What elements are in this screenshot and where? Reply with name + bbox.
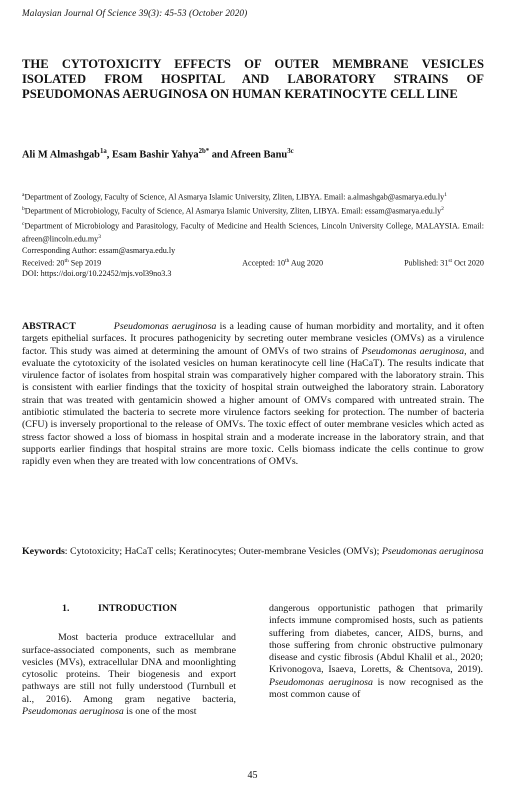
organism-name: Pseudomonas aeruginosa xyxy=(381,546,484,557)
keywords-label: Keywords xyxy=(22,546,65,557)
affiliation-mark: 3 xyxy=(98,233,101,240)
accepted-date-text: Accepted: 10 xyxy=(242,258,286,268)
accepted-date xyxy=(242,256,323,269)
ordinal-suffix: th xyxy=(64,258,69,265)
published-date xyxy=(404,256,484,269)
accepted-date-text: Aug 2020 xyxy=(289,258,324,268)
article-dates xyxy=(22,256,484,269)
affiliations-block xyxy=(22,190,484,281)
affiliation-mark: a xyxy=(22,192,25,198)
affiliation-mark: 2 xyxy=(441,206,444,213)
body-paragraph xyxy=(22,632,236,718)
author-name: Esam Bashir Yahya xyxy=(111,149,199,161)
published-date-text: Published: 31 xyxy=(404,258,449,268)
body-text: Most bacteria produce extracellular and surface-associated components, such as membrane vesicles (MVs), extracellular DNA and moonlighting cytosolic proteins. Their biogenesis and export pathways are still not fully understood (Turnbull et al., 2016). Among gram negative bacteria, xyxy=(22,632,236,705)
affiliation-text: Department of Zoology, Faculty of Science, Al Asmarya Islamic University, Zliten, LIBYA. Email: a.almashgab@asmarya.edu.ly xyxy=(24,192,445,202)
published-date-text: Oct 2020 xyxy=(452,258,484,268)
organism-name: Pseudomonas aeruginosa xyxy=(22,706,124,718)
journal-running-header: Malaysian Journal Of Science 39(3): 45-53 (October 2020) xyxy=(22,8,248,18)
received-date-text: Sep 2019 xyxy=(68,258,102,268)
author-affiliation-mark: 3c xyxy=(287,148,294,155)
ordinal-suffix: th xyxy=(285,258,290,265)
section-title: INTRODUCTION xyxy=(98,603,178,614)
keywords-text: : Cytotoxicity; HaCaT cells; Keratinocytes; Outer-membrane Vesicles (OMVs); xyxy=(64,546,382,557)
doi-line: DOI: https://doi.org/10.22452/mjs.vol39no3.3 xyxy=(22,269,172,279)
body-column-left xyxy=(22,603,236,718)
body-text: dangerous opportunistic pathogen that primarily infects immune compromised hosts, such as patients suffering from diabetes, cancer, AIDS, burns, and those suffering from chronic obstructive pulmonary disease and cystic fibrosis (Abdul Khalil et al., 2020; Krivonogova, Isaeva, Loretts, & Chentsova, 2019). xyxy=(269,603,483,676)
ordinal-suffix: st xyxy=(448,258,453,265)
organism-name: Pseudomonas aeruginosa xyxy=(113,321,217,332)
author-separator: and xyxy=(209,149,231,161)
affiliation-mark: b xyxy=(22,206,25,213)
affiliation-mark: 1 xyxy=(444,192,447,198)
received-date-text: Received: 20 xyxy=(22,258,65,268)
affiliation-text: Department of Microbiology, Faculty of Science, Al Asmarya Islamic University, Zliten, LIBYA. Email: essam@asmarya.edu.ly xyxy=(24,207,442,217)
body-text: is now recognised as the most common cause of xyxy=(269,676,483,701)
author-affiliation-mark: 1a xyxy=(99,148,107,155)
affiliation-text: Department of Microbiology and Parasitology, Faculty of Medicine and Health Sciences, Lincoln University College, MALAYSIA. Email: afreen@lincoln.edu.my xyxy=(22,221,484,244)
section-number: 1. xyxy=(62,603,70,614)
page-number: 45 xyxy=(247,770,258,781)
organism-name: Pseudomonas aeruginosa xyxy=(361,345,465,357)
abstract-text: is a leading cause of human morbidity and mortality, and it often targets epithelial surfaces. It procures pathogenicity by secreting outer membrane vesicles (OMVs) as a virulence factor. This study was aimed at determining the amount of OMVs of two strains of xyxy=(22,321,485,357)
author-list xyxy=(22,148,294,160)
affiliation-c xyxy=(22,219,484,245)
keywords xyxy=(22,546,484,558)
abstract xyxy=(22,321,484,469)
corresponding-author: Corresponding Author: essam@asmarya.edu.ly xyxy=(22,246,176,256)
affiliation-b xyxy=(22,204,484,217)
author-separator: , xyxy=(106,149,112,161)
affiliation-mark: c xyxy=(22,220,25,227)
organism-name: Pseudomonas aeruginosa xyxy=(269,676,373,688)
author-name: Ali M Almashgab xyxy=(22,149,100,161)
affiliation-a xyxy=(22,190,484,203)
body-column-right xyxy=(269,603,483,701)
article-title: THE CYTOTOXICITY EFFECTS OF OUTER MEMBRANE VESICLES ISOLATED FROM HOSPITAL AND LABORATORY STRAINS OF PSEUDOMONAS AERUGINOSA ON HUMAN KERATINOCYTE CELL LINE xyxy=(22,57,484,102)
received-date xyxy=(22,256,101,269)
abstract-text: , and evaluate the cytotoxicity of the isolated vesicles on human keratinocyte cell line (HaCaT). The results indicate that virulence factor of isolates from hospital strain was comparatively higher compared with the laboratory strain. This is consistent with earlier findings that the toxicity of hospital strain outweighed the laboratory strain. Laboratory strain that was treated with gentamicin showed a higher amount of OMVs compared with untreated strain. The antibiotic stimulated the bacteria to secrete more virulence factors seeking for protection. The number of bacteria (CFU) is inversely proportional to the release of OMVs. The toxic effect of outer membrane vesicles which acted as stress factor showed a loss of biomass in hospital strain and a moderate increase in the laboratory strain, and that supports earlier findings that hospital strains are more toxic. Cells biomass indicate the cells continue to grow rapidly even when they are treated with low concentrations of OMVs. xyxy=(22,345,485,468)
abstract-label: ABSTRACT xyxy=(22,321,76,332)
body-paragraph xyxy=(269,603,483,701)
section-heading xyxy=(22,603,236,615)
author-name: Afreen Banu xyxy=(230,149,288,161)
body-text: is one of the most xyxy=(123,706,197,718)
author-affiliation-mark: 2b* xyxy=(198,148,210,155)
